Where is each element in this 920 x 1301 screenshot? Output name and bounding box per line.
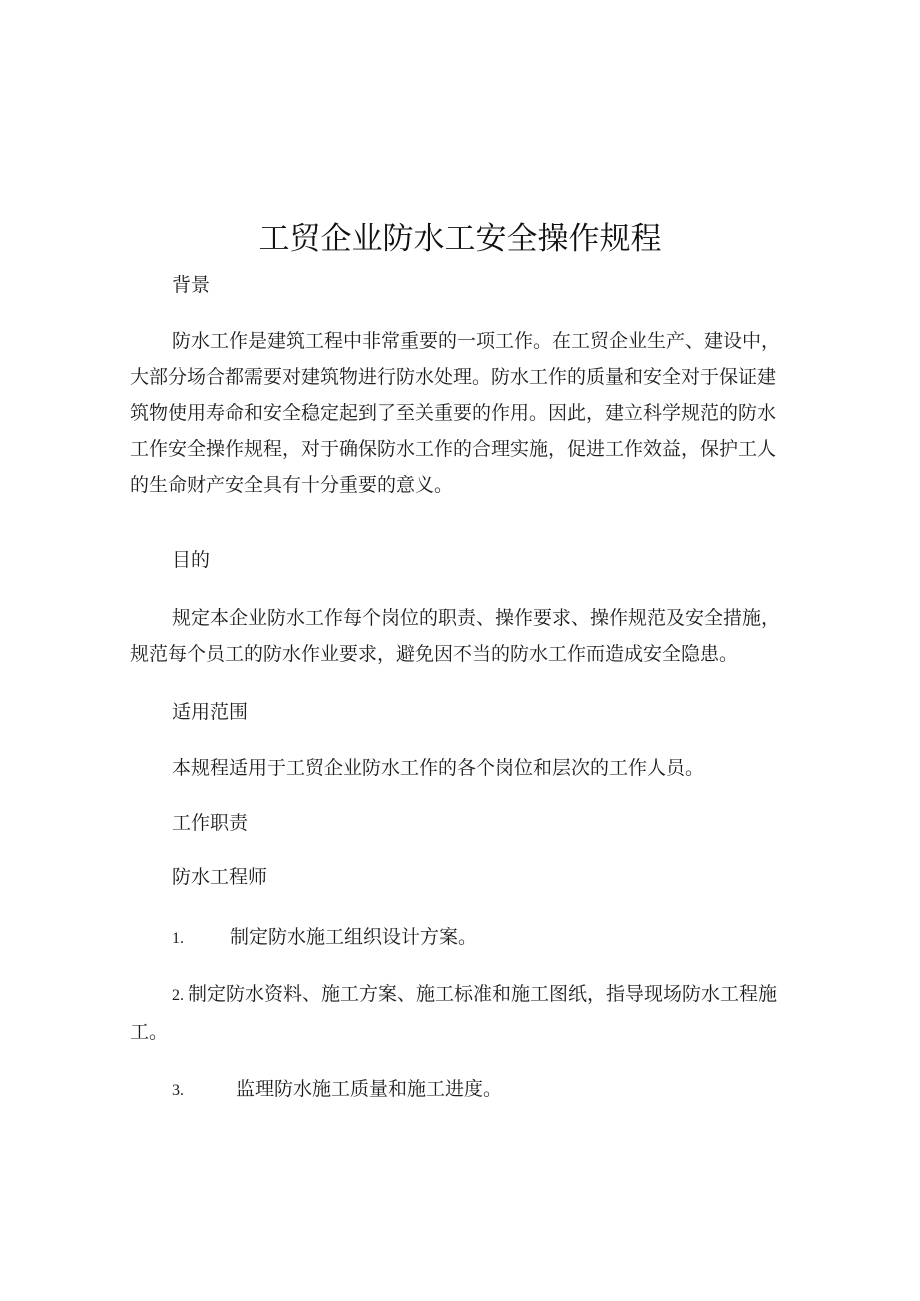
subsection-heading-engineer: 防水工程师 bbox=[172, 866, 268, 888]
section-heading-duties: 工作职责 bbox=[172, 812, 249, 834]
list-item-text: 制定防水施工组织设计方案。 bbox=[230, 926, 478, 948]
purpose-paragraph: 规定本企业防水工作每个岗位的职责、操作要求、操作规范及安全措施，规范每个员工的防水作业要求，避免因不当的防水工作而造成安全隐患。 bbox=[130, 607, 781, 665]
list-item-text: 制定防水资料、施工方案、施工标准和施工图纸，指导现场防水工程施工。 bbox=[130, 983, 778, 1043]
list-item-number: 3. bbox=[172, 1082, 184, 1099]
list-item-number: 1. bbox=[172, 930, 184, 947]
background-paragraph: 防水工作是建筑工程中非常重要的一项工作。在工贸企业生产、建设中，大部分场合都需要对建筑物进行防水处理。防水工作的质量和安全对于保证建筑物使用寿命和安全稳定起到了至关重要的作用。因此，建立科学规范的防水工作安全操作规程，对于确保防水工作的合理实施，促进工作效益，保护工人的生命财产安全具有十分重要的意义。 bbox=[130, 330, 781, 496]
list-item bbox=[172, 1074, 502, 1106]
section-heading-scope: 适用范围 bbox=[172, 701, 249, 723]
list-item-text: 监理防水施工质量和施工进度。 bbox=[236, 1078, 503, 1100]
document-title: 工贸企业防水工安全操作规程 bbox=[258, 221, 662, 257]
section-heading-purpose: 目的 bbox=[172, 549, 211, 571]
list-item-number: 2. bbox=[172, 987, 184, 1004]
section-heading-background: 背景 bbox=[172, 274, 211, 296]
list-item bbox=[172, 922, 477, 954]
scope-paragraph: 本规程适用于工贸企业防水工作的各个岗位和层次的工作人员。 bbox=[172, 757, 705, 779]
list-item bbox=[130, 976, 794, 1050]
